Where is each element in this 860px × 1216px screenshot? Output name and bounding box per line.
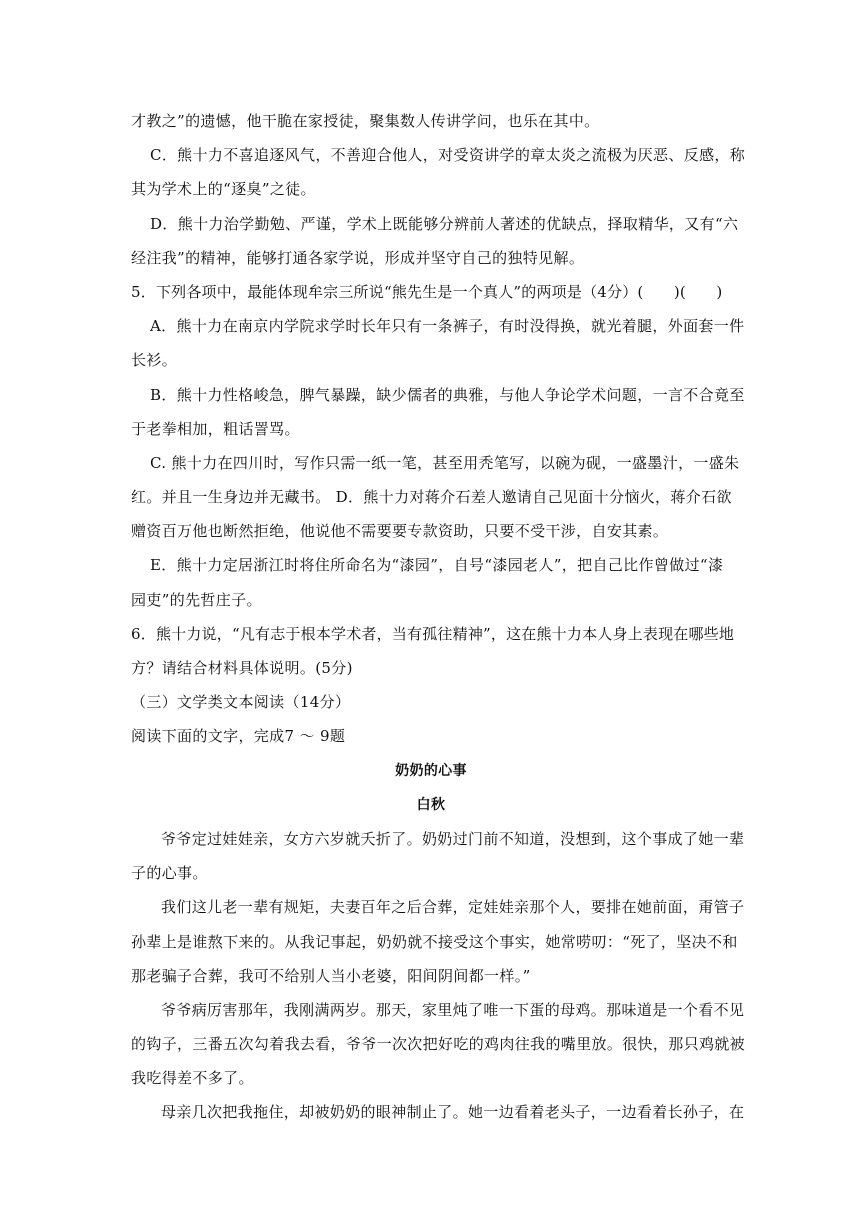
- q5-option-c-line-1: C. 熊十力在四川时，写作只需一纸一笔，甚至用秃笔写，以碗为砚，一盛墨汁，一盛朱: [150, 453, 740, 472]
- question-5: 5．下列各项中，最能体现牟宗三所说“熊先生是一个真人”的两项是（4分）( )( ): [131, 282, 723, 301]
- q5-option-e-line-2: 园吏”的先哲庄子。: [131, 590, 262, 609]
- q5-option-e-line-1: E．熊十力定居浙江时将住所命名为“漆园”，自号“漆园老人”，把自己比作曾做过“漆: [150, 556, 724, 575]
- story-para-2-line-3: 那老骗子合葬，我可不给别人当小老婆，阳间阴间都一样。”: [131, 966, 531, 985]
- story-para-1-line-1: 爷爷定过娃娃亲，女方六岁就夭折了。奶奶过门前不知道，没想到，这个事成了她一辈: [161, 829, 745, 848]
- q5-option-a-line-2: 长衫。: [131, 351, 178, 370]
- story-title: 奶奶的心事: [395, 762, 467, 779]
- q5-option-b-line-1: B．熊十力性格峻急，脾气暴躁，缺少儒者的典雅，与他人争论学术问题，一言不合竟至: [150, 385, 745, 404]
- story-para-3-line-2: 的钩子，三番五次勾着我去看，爷爷一次次把好吃的鸡肉往我的嘴里放。很快，那只鸡就被: [131, 1035, 746, 1054]
- option-c-line-2: 其为学术上的“逐臭”之徒。: [131, 180, 316, 199]
- story-para-3-line-3: 我吃得差不多了。: [131, 1069, 254, 1088]
- document-page: [131, 104, 746, 1130]
- story-para-2-line-2: 孙辈上是谁熬下来的。从我记事起，奶奶就不接受这个事实，她常唠叨：“死了，坚决不和: [131, 932, 738, 951]
- option-c-line-1: C．熊十力不喜追逐风气，不善迎合他人，对受资讲学的章太炎之流极为厌恶、反感，称: [150, 146, 746, 165]
- option-d-line-1: D．熊十力治学勤勉、严谨，学术上既能够分辨前人著述的优缺点，择取精华，又有“六: [150, 214, 739, 233]
- story-para-1-line-2: 子的心事。: [131, 864, 208, 883]
- q5-option-a-line-1: A．熊十力在南京内学院求学时长年只有一条裤子，有时没得换，就光着腿，外面套一件: [150, 317, 745, 336]
- option-d-line-2: 经注我”的精神，能够打通各家学说，形成并坚守自己的独特见解。: [131, 248, 585, 267]
- q5-option-b-line-2: 于老拳相加，粗话詈骂。: [131, 419, 300, 438]
- question-6-line-2: 方？请结合材料具体说明。(5分): [131, 659, 353, 677]
- story-para-2-line-1: 我们这儿老一辈有规矩，夫妻百年之后合葬，定娃娃亲那个人，要排在她前面，甭管子: [161, 898, 745, 917]
- question-6-line-1: 6．熊十力说，“凡有志于根本学术者，当有孤往精神”，这在熊十力本人身上表现在哪些地: [131, 624, 735, 643]
- q5-option-c-d-line: 红。并且一生身边并无藏书。 D．熊十力对蒋介石差人邀请自己见面十分恼火，蒋介石欲: [131, 488, 732, 507]
- story-author: 白秋: [416, 796, 446, 813]
- q5-option-d-line-2: 赠资百万他也断然拒绝，他说他不需要要专款资助，只要不受干涉，自安其素。: [131, 522, 669, 541]
- text-line-1: 才教之”的遗憾，他干脆在家授徒，聚集数人传讲学问，也乐在其中。: [131, 112, 600, 130]
- section-instruction: 阅读下面的文字，完成7 ～ 9题: [131, 727, 346, 746]
- story-para-4-line-1: 母亲几次把我拖住，却被奶奶的眼神制止了。她一边看着老头子，一边看着长孙子，在: [161, 1103, 745, 1122]
- story-para-3-line-1: 爷爷病厉害那年，我刚满两岁。那天，家里炖了唯一下蛋的母鸡。那味道是一个看不见: [161, 1000, 745, 1019]
- section-heading: （三）文学类文本阅读（14分）: [131, 693, 351, 712]
